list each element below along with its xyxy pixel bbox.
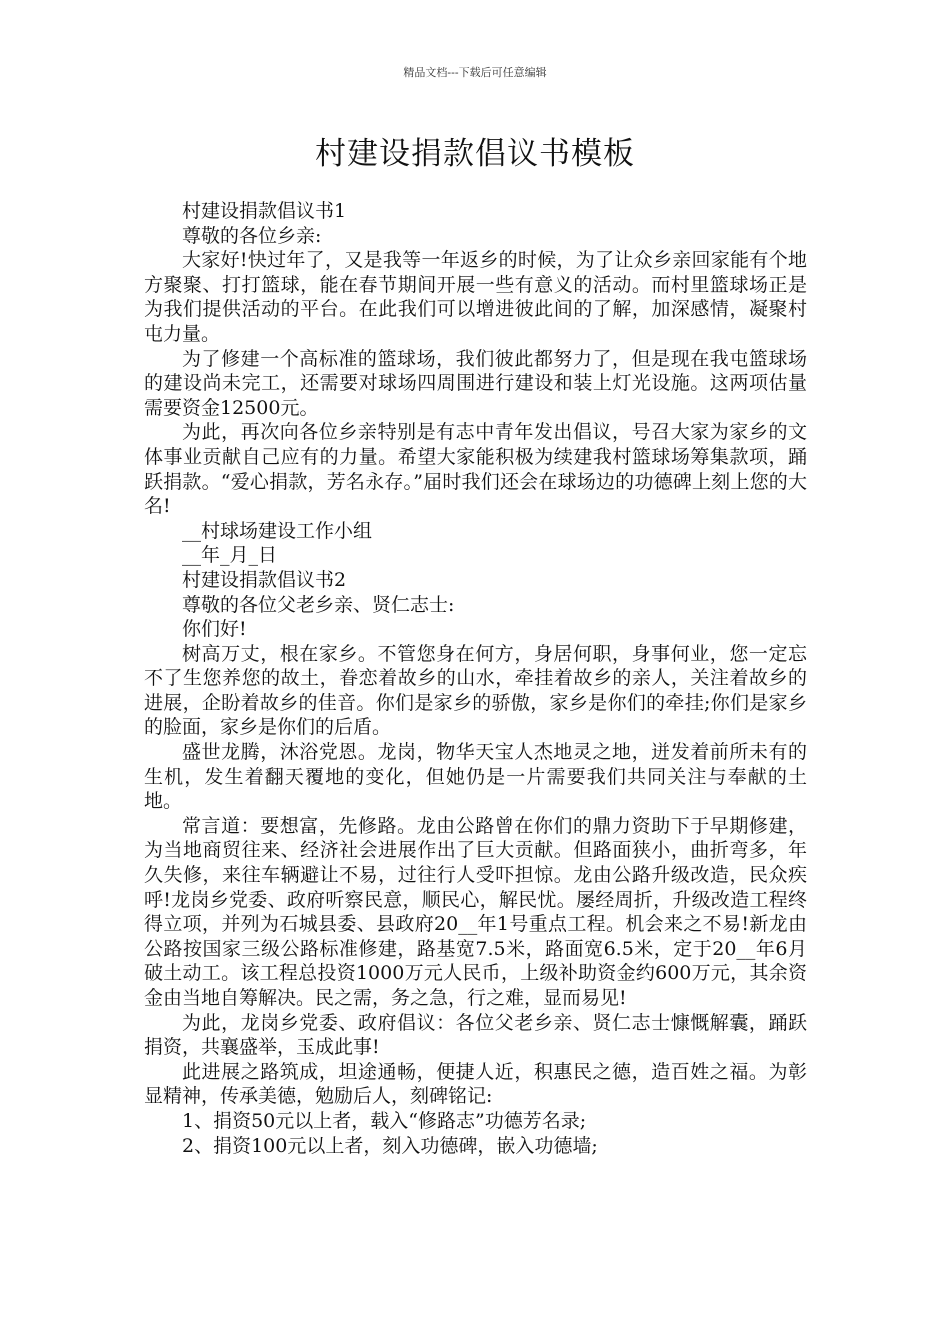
paragraph: 大家好!快过年了，又是我等一年返乡的时候，为了让众乡亲回家能有个地方聚聚、打打篮球，能在春节期间开展一些有意义的活动。而村里篮球场正是为我们提供活动的平台。在此我们可以增进彼此间的了解，加深感情，凝聚村屯力量。 bbox=[144, 249, 807, 345]
page-header: 精品文档---下载后可任意编辑 bbox=[403, 66, 547, 79]
signature-date: __年_月_日 bbox=[182, 544, 278, 567]
paragraph: 为此，龙岗乡党委、政府倡议：各位父老乡亲、贤仁志士慷慨解囊，踊跃捐资，共襄盛举，玉成此事! bbox=[144, 1011, 807, 1059]
document-body bbox=[144, 199, 807, 1158]
list-item: 1、捐资50元以上者，载入“修路志”功德芳名录; bbox=[182, 1109, 587, 1132]
salutation-2: 尊敬的各位父老乡亲、贤仁志士: bbox=[182, 593, 455, 616]
greeting: 你们好! bbox=[182, 618, 247, 641]
document-title: 村建设捐款倡议书模板 bbox=[315, 136, 635, 172]
subheading-2: 村建设捐款倡议书2 bbox=[182, 568, 347, 591]
paragraph: 为此，再次向各位乡亲特别是有志中青年发出倡议，号召大家为家乡的文体事业贡献自己应有的力量。希望大家能积极为续建我村篮球场筹集款项，踊跃捐款。“爱心捐款，芳名永存。”届时我们还会在球场边的功德碑上刻上您的大名! bbox=[144, 421, 807, 518]
salutation-1: 尊敬的各位乡亲: bbox=[182, 224, 322, 247]
paragraph: 此进展之路筑成，坦途通畅，便捷人近，积惠民之德，造百姓之福。为彰显精神，传承美德，勉励后人，刻碑铭记: bbox=[144, 1060, 807, 1108]
list-item: 2、捐资100元以上者，刻入功德碑，嵌入功德墙; bbox=[182, 1134, 598, 1157]
signature-group: __村球场建设工作小组 bbox=[182, 519, 373, 542]
paragraph: 树高万丈，根在家乡。不管您身在何方，身居何职，身事何业，您一定忘不了生您养您的故土，眷恋着故乡的山水，牵挂着故乡的亲人，关注着故乡的进展，企盼着故乡的佳音。你们是家乡的骄傲，家乡是你们的牵挂;你们是家乡的脸面，家乡是你们的后盾。 bbox=[144, 642, 807, 739]
paragraph: 常言道：要想富，先修路。龙由公路曾在你们的鼎力资助下于早期修建，为当地商贸往来、经济社会进展作出了巨大贡献。但路面狭小，曲折弯多，年久失修，来往车辆避让不易，过往行人受吓担惊。龙由公路升级改造，民众疾呼!龙岗乡党委、政府听察民意，顺民心，解民忧。屡经周折，升级改造工程终得立项，并列为石城县委、县政府20__年1号重点工程。机会来之不易!新龙由公路按国家三级公路标准修建，路基宽7.5米，路面宽6.5米，定于20__年6月破土动工。该工程总投资1000万元人民币，上级补助资金约600万元，其余资金由当地自筹解决。民之需，务之急，行之难，显而易见! bbox=[144, 814, 807, 1009]
paragraph: 盛世龙腾，沐浴党恩。龙岗，物华天宝人杰地灵之地，迸发着前所未有的生机，发生着翻天覆地的变化，但她仍是一片需要我们共同关注与奉献的土地。 bbox=[144, 741, 807, 813]
paragraph: 为了修建一个高标准的篮球场，我们彼此都努力了，但是现在我屯篮球场的建设尚未完工，还需要对球场四周围进行建设和装上灯光设施。这两项估量需要资金12500元。 bbox=[144, 347, 807, 419]
subheading-1: 村建设捐款倡议书1 bbox=[182, 200, 347, 222]
